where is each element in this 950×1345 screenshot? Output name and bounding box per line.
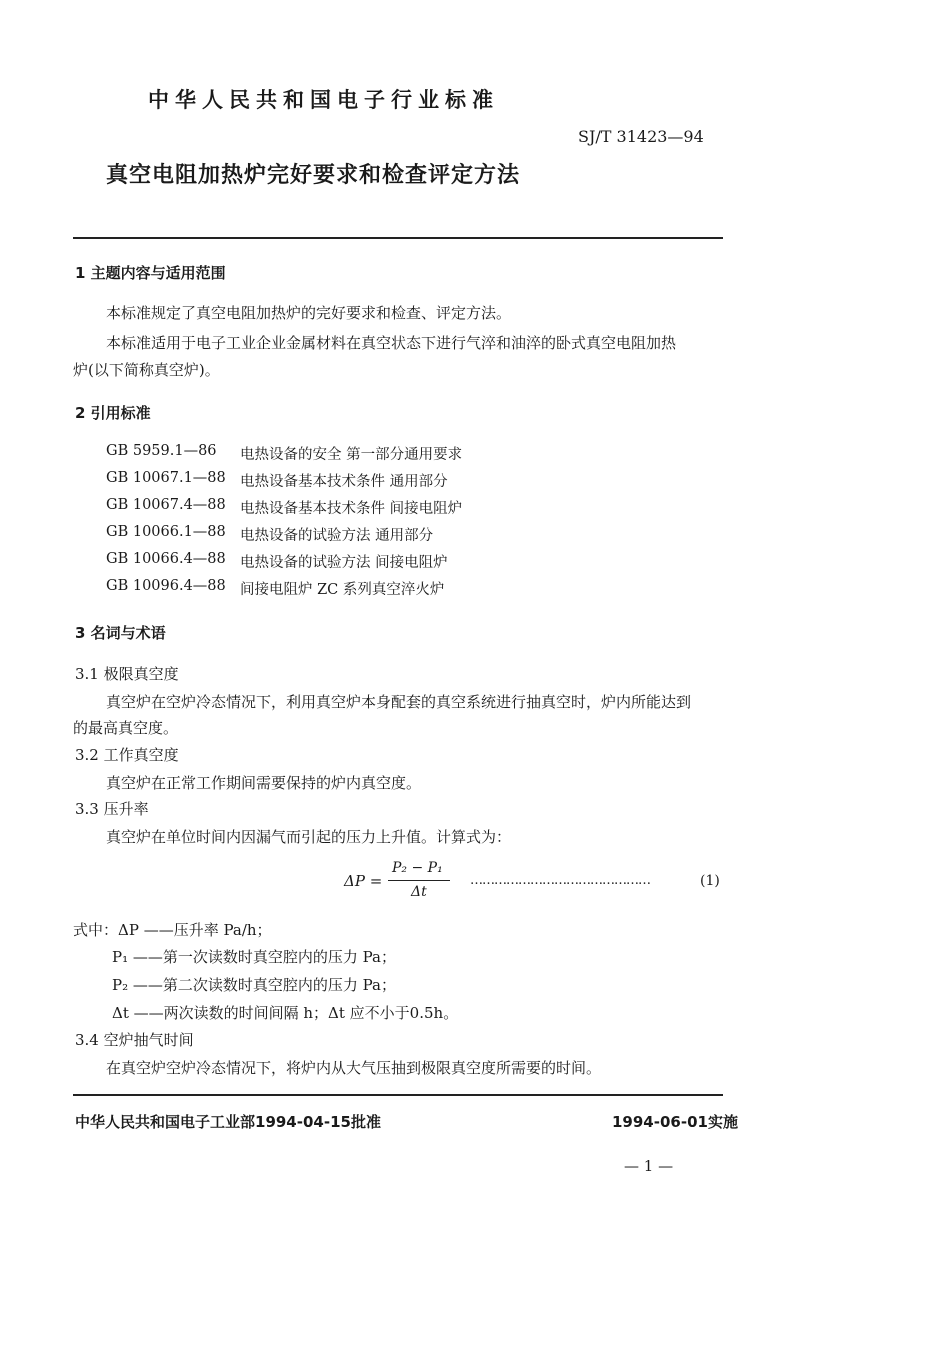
term-3-2-heading: 3.2 工作真空度 (75, 746, 179, 764)
ref-code: GB 10066.4—88 (106, 551, 226, 567)
fraction-bar (388, 880, 450, 881)
formula-dots: ……………………………………… (470, 873, 650, 888)
formula-lhs: ΔP = (344, 872, 383, 890)
where-line: P₂ ——第二次读数时真空腔内的压力 Pa； (112, 976, 397, 994)
ref-title: 电热设备的安全 第一部分通用要求 (240, 447, 463, 463)
ref-title: 电热设备基本技术条件 间接电阻炉 (240, 501, 463, 517)
formula-denominator: Δt (411, 884, 427, 900)
term-3-1-line-1: 真空炉在空炉冷态情况下，利用真空炉本身配套的真空系统进行抽真空时，炉内所能达到 (106, 693, 692, 711)
ref-title: 电热设备的试验方法 通用部分 (240, 528, 434, 544)
effective-date: 1994-06-01实施 (612, 1113, 738, 1131)
term-3-4-line-1: 在真空炉空炉冷态情况下，将炉内从大气压抽到极限真空度所需要的时间。 (106, 1059, 602, 1077)
ref-title: 电热设备基本技术条件 通用部分 (240, 474, 448, 490)
ref-title: 间接电阻炉 ZC 系列真空淬火炉 (240, 582, 445, 598)
ref-title: 电热设备的试验方法 间接电阻炉 (240, 555, 448, 571)
formula-number: (1) (700, 873, 720, 889)
term-3-2-line-1: 真空炉在正常工作期间需要保持的炉内真空度。 (106, 774, 422, 792)
term-3-1-heading: 3.1 极限真空度 (75, 665, 179, 683)
formula-numerator: P₂ − P₁ (392, 860, 443, 876)
page-number: — 1 — (624, 1157, 674, 1175)
section-1-para-2-line-2: 炉(以下简称真空炉)。 (73, 361, 220, 379)
term-3-3-line-1: 真空炉在单位时间内因漏气而引起的压力上升值。计算式为： (106, 828, 512, 846)
section-1-para-1: 本标准规定了真空电阻加热炉的完好要求和检查、评定方法。 (106, 304, 512, 322)
bottom-rule (73, 1094, 723, 1096)
ref-code: GB 10066.1—88 (106, 524, 226, 540)
ref-code: GB 10067.4—88 (106, 497, 226, 513)
standard-code: SJ/T 31423—94 (578, 127, 704, 146)
where-line: 式中：ΔP ——压升率 Pa/h； (73, 921, 272, 939)
term-3-1-line-2: 的最高真空度。 (73, 719, 179, 737)
section-1-para-2-line-1: 本标准适用于电子工业企业金属材料在真空状态下进行气淬和油淬的卧式真空电阻加热 (106, 334, 677, 352)
where-line: Δt ——两次读数的时间间隔 h；Δt 应不小于0.5h。 (112, 1004, 459, 1022)
approval-line: 中华人民共和国电子工业部1994-04-15批准 (75, 1113, 381, 1131)
header-org: 中华人民共和国电子行业标准 (148, 88, 499, 112)
top-rule (73, 237, 723, 239)
ref-code: GB 5959.1—86 (106, 443, 217, 459)
section-3-heading: 3 名词与术语 (75, 624, 166, 642)
document-title: 真空电阻加热炉完好要求和检查评定方法 (106, 163, 521, 188)
section-1-heading: 1 主题内容与适用范围 (75, 264, 226, 282)
section-2-heading: 2 引用标准 (75, 404, 151, 422)
term-3-3-heading: 3.3 压升率 (75, 800, 149, 818)
where-line: P₁ ——第一次读数时真空腔内的压力 Pa； (112, 948, 397, 966)
ref-code: GB 10096.4—88 (106, 578, 226, 594)
ref-code: GB 10067.1—88 (106, 470, 226, 486)
term-3-4-heading: 3.4 空炉抽气时间 (75, 1031, 194, 1049)
